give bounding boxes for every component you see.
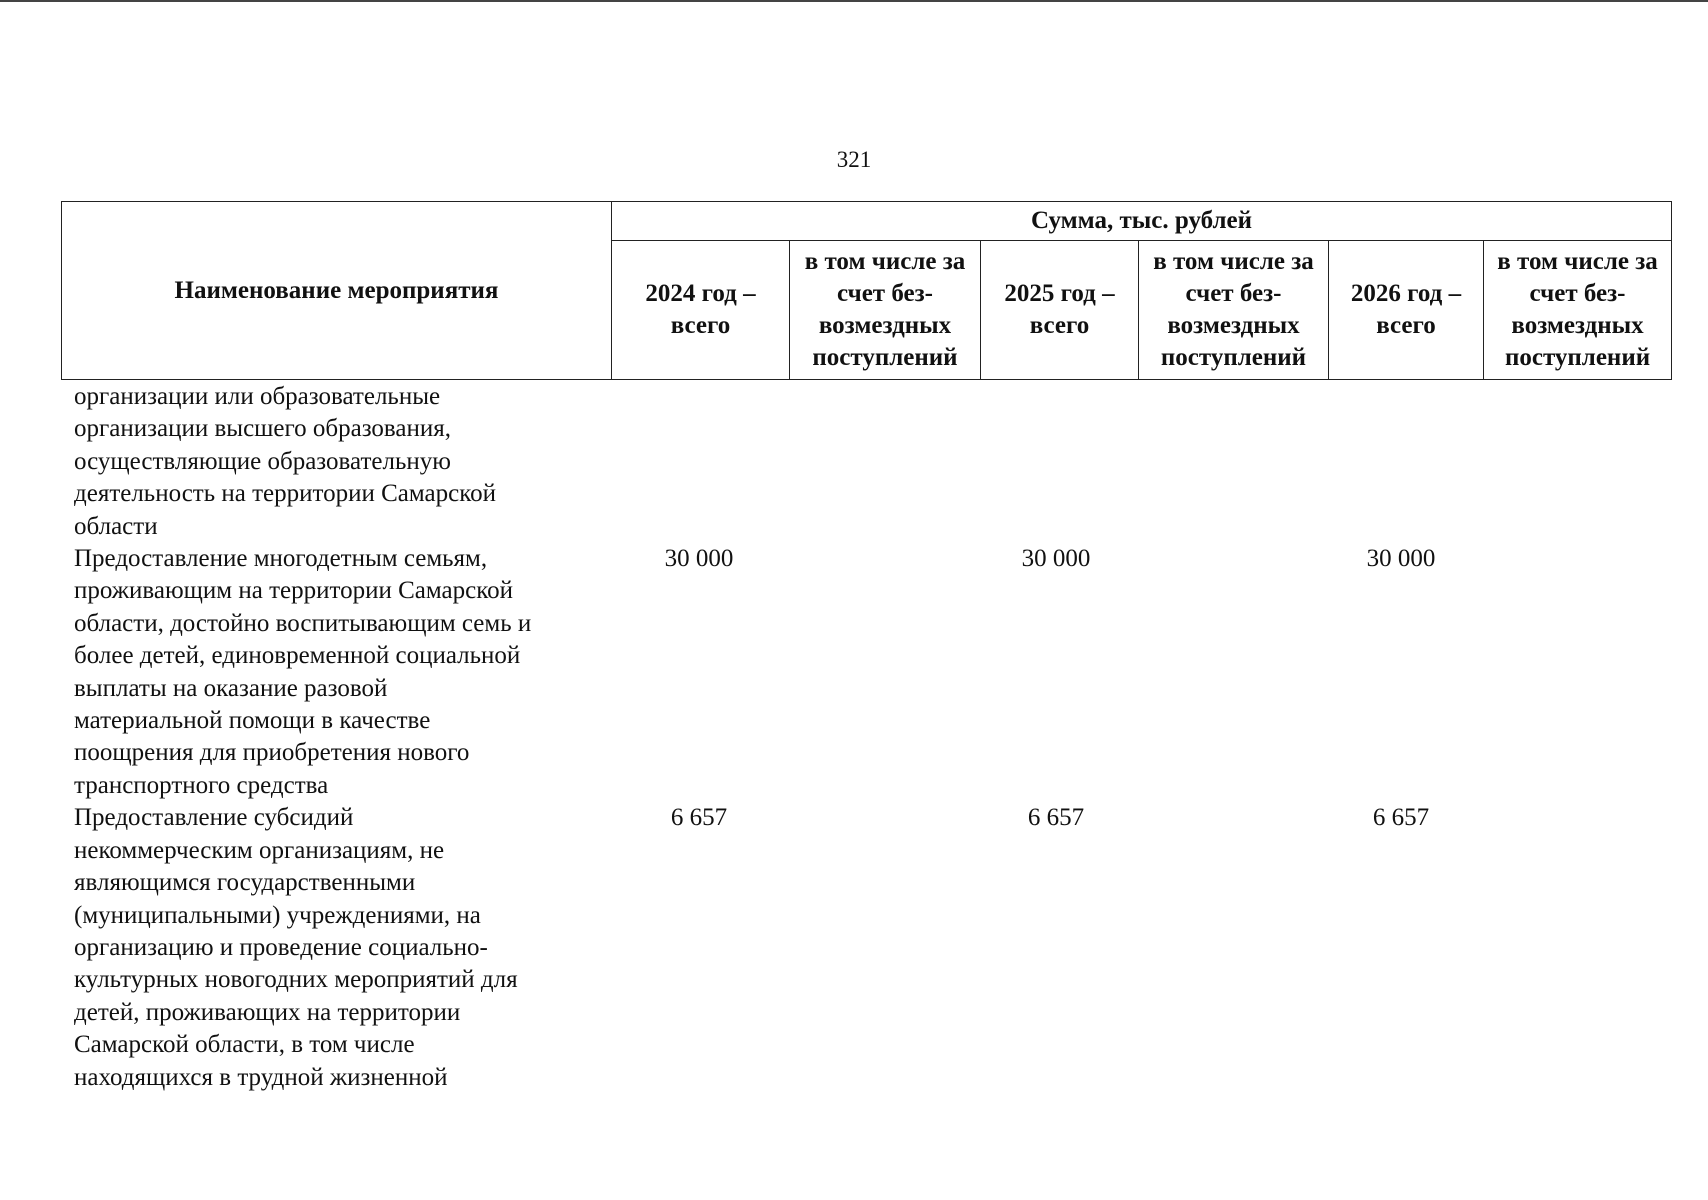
top-border-line xyxy=(0,0,1708,2)
row-value-2025: 30 000 xyxy=(1021,545,1091,573)
row-value-2026: 6 657 xyxy=(1372,804,1430,832)
table-header xyxy=(61,201,1672,380)
header-2026-total: 2026 год – всего xyxy=(1329,241,1484,380)
header-2024-grants: в том числе за счет без-возмездных поступлений xyxy=(790,241,981,380)
header-2025-total: 2025 год – всего xyxy=(981,241,1139,380)
table-body xyxy=(74,381,1674,1094)
row-name: организации или образовательные организации высшего образования, осуществляющие образовательную деятельность на территории Самарской области xyxy=(74,383,496,540)
row-value-2024: 6 657 xyxy=(670,804,728,832)
header-sum-group: Сумма, тыс. рублей xyxy=(612,202,1672,241)
header-2025-grants: в том числе за счет без-возмездных поступлений xyxy=(1139,241,1329,380)
row-value-2026: 30 000 xyxy=(1366,545,1436,573)
table-row xyxy=(74,543,1674,802)
table-row xyxy=(74,381,1674,543)
page-number: 321 xyxy=(836,147,872,172)
row-value-2025: 6 657 xyxy=(1027,804,1085,832)
row-value-2024: 30 000 xyxy=(664,545,734,573)
header-2026-grants: в том числе за счет без-возмездных поступлений xyxy=(1484,241,1672,380)
row-name: Предоставление субсидий некоммерческим организациям, не являющимся государственными (муниципальными) учреждениями, на организацию и проведение социально- культурных новогодних мероприятий для детей, проживающих на территории Самарской области, в том числе находящихся в трудной жизненной xyxy=(74,804,518,1091)
header-2024-total: 2024 год – всего xyxy=(612,241,790,380)
header-name-column: Наименование мероприятия xyxy=(62,202,612,380)
table-row xyxy=(74,802,1674,1094)
row-name: Предоставление многодетным семьям, проживающим на территории Самарской области, достойно воспитывающим семь и более детей, единовременной социальной выплаты на оказание разовой материальной помощи в качестве поощрения для приобретения нового транспортного средства xyxy=(74,545,532,799)
